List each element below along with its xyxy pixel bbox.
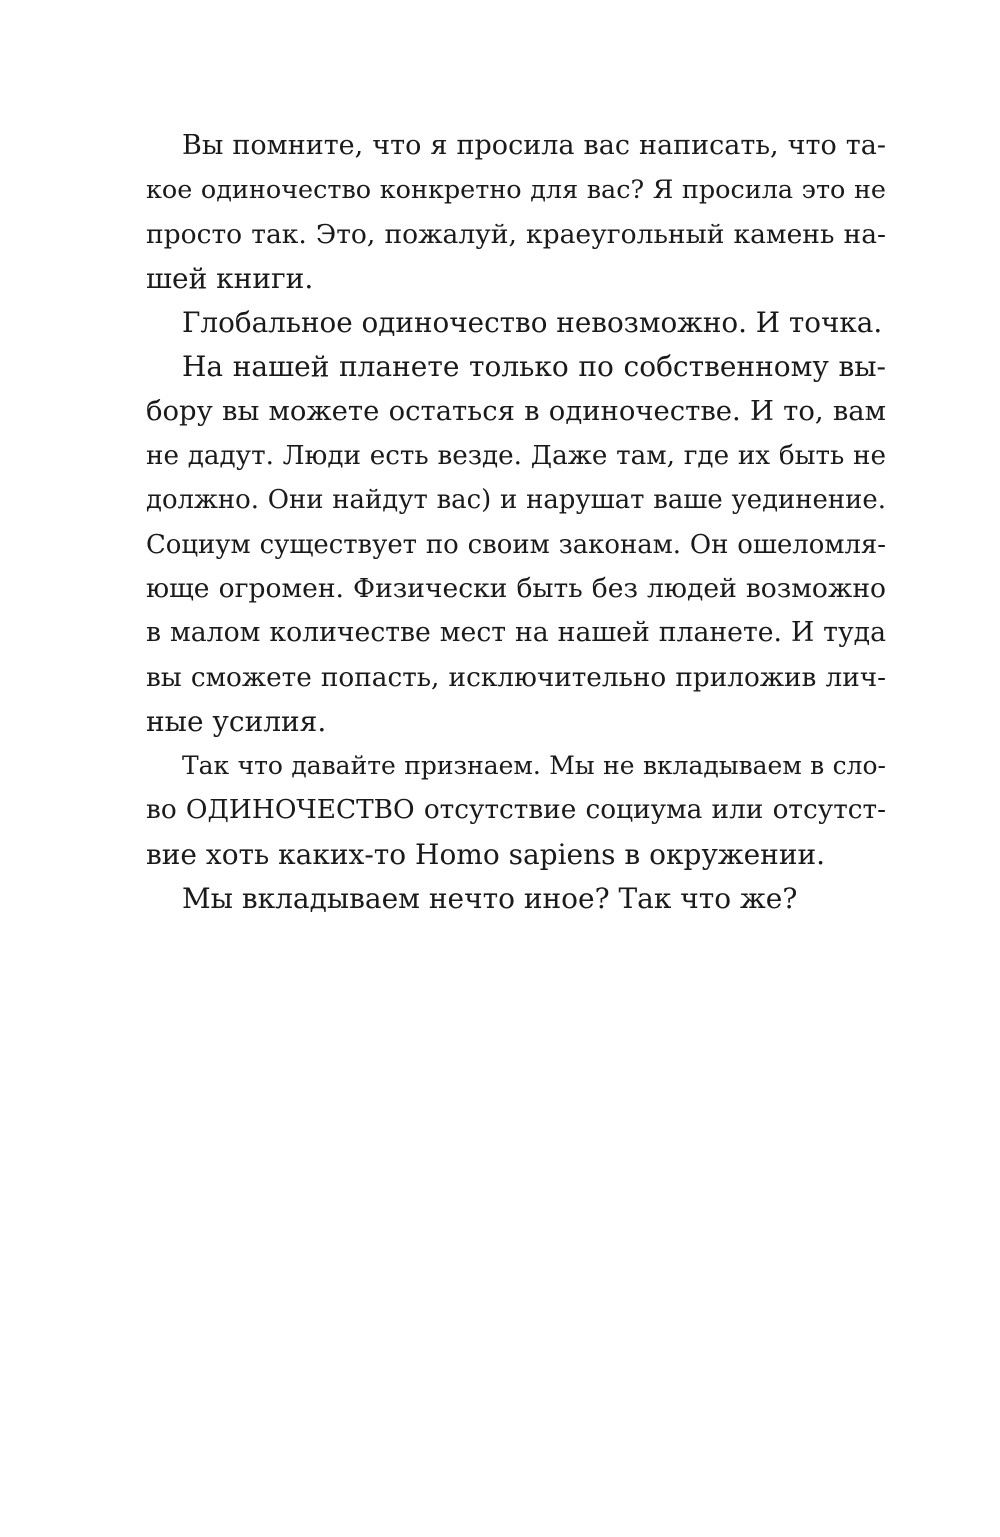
text-line: вы сможете попасть, исключительно приложив лич- [146, 662, 886, 693]
paragraph-2 [146, 301, 886, 345]
paragraph-4 [146, 744, 886, 877]
text-line: шей книги. [146, 261, 314, 295]
text-line: должно. Они найдут вас) и нарушат ваше уединение. [146, 485, 886, 516]
text-line: бору вы можете остаться в одиночестве. И то, вам [146, 395, 886, 427]
paragraph-1 [146, 124, 886, 301]
text-line: просто так. Это, пожалуй, краеугольный камень на- [146, 218, 886, 250]
text-line: Вы помните, что я просила вас написать, что та- [182, 130, 886, 161]
text-line: в малом количестве мест на нашей планете. И туда [146, 617, 886, 649]
text-line: во ОДИНОЧЕСТВО отсутствие социума или отсутст- [146, 795, 886, 826]
text-line: вие хоть каких-то Homo sapiens в окружении. [146, 837, 826, 871]
paragraph-5 [146, 877, 886, 921]
text-line: Мы вкладываем нечто иное? Так что же? [182, 882, 798, 916]
text-line: Глобальное одиночество невозможно. И точка. [182, 306, 883, 340]
text-line: не дадут. Люди есть везде. Даже там, где их быть не [146, 441, 886, 472]
text-line: Социум существует по своим законам. Он ошеломля- [146, 529, 886, 560]
text-line: юще огромен. Физически быть без людей возможно [146, 572, 886, 604]
text-line: ные усилия. [146, 704, 327, 738]
body-text [146, 124, 886, 921]
text-line: На нашей планете только по собственному вы- [182, 350, 886, 384]
text-line: Так что давайте признаем. Мы не вкладываем в сло- [182, 751, 886, 781]
text-line: кое одиночество конкретно для вас? Я просила это не [146, 175, 886, 206]
paragraph-3 [146, 345, 886, 744]
